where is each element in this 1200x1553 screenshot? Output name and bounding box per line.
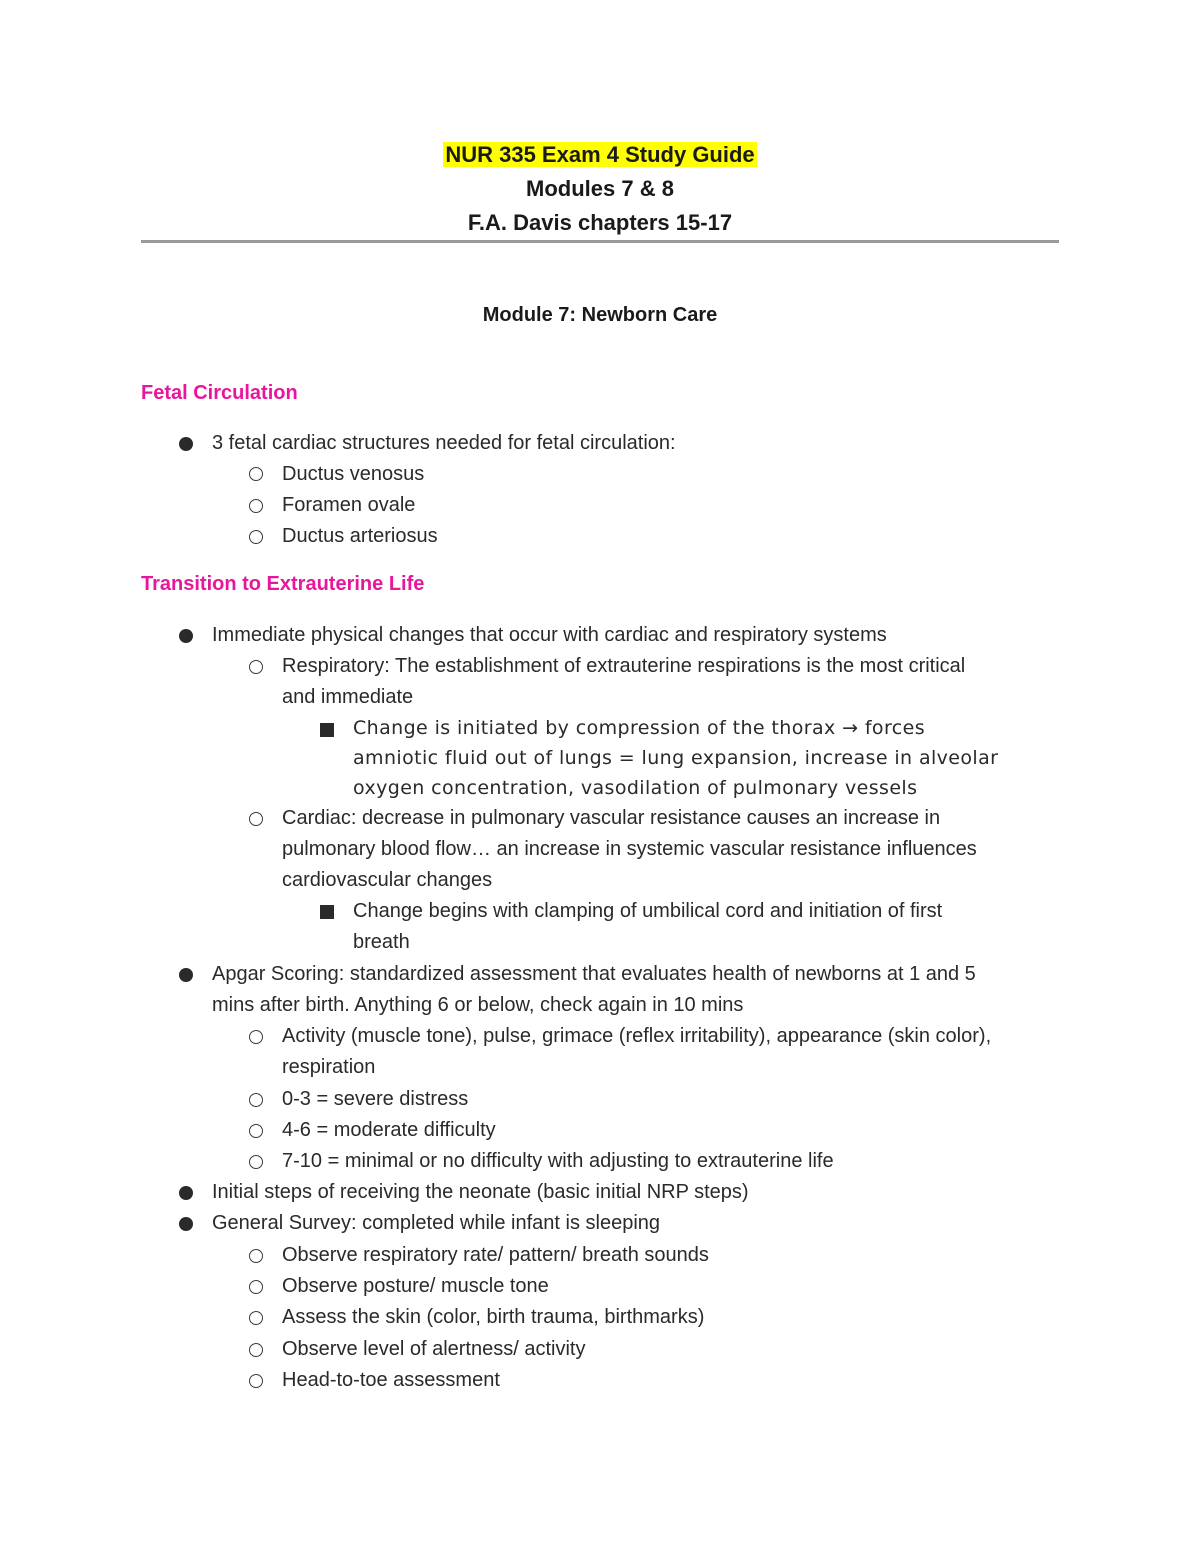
list-item: Head-to-toe assessment bbox=[282, 1369, 500, 1391]
list-item: Respiratory: The establishment of extrauterine respirations is the most critical bbox=[282, 655, 966, 677]
list-item: Assess the skin (color, birth trauma, birthmarks) bbox=[282, 1306, 705, 1328]
bullet-circle-icon bbox=[249, 1311, 263, 1325]
list-item-continuation: respiration bbox=[282, 1056, 376, 1078]
list-item-continuation: pulmonary blood flow… an increase in systemic vascular resistance influences bbox=[282, 838, 977, 860]
list-item: Ductus venosus bbox=[282, 463, 425, 485]
bullet-dot-icon bbox=[179, 968, 193, 982]
list-item: Apgar Scoring: standardized assessment that evaluates health of newborns at 1 and 5 bbox=[212, 963, 976, 985]
list-item-continuation: breath bbox=[353, 931, 410, 953]
section-heading-transition: Transition to Extrauterine Life bbox=[141, 573, 425, 595]
bullet-dot-icon bbox=[179, 1217, 193, 1231]
bullet-circle-icon bbox=[249, 1343, 263, 1357]
header-divider bbox=[141, 240, 1059, 243]
bullet-circle-icon bbox=[249, 1093, 263, 1107]
list-item-continuation: cardiovascular changes bbox=[282, 869, 493, 891]
doc-title: NUR 335 Exam 4 Study Guide bbox=[445, 142, 755, 167]
bullet-circle-icon bbox=[249, 1249, 263, 1263]
list-item: Foramen ovale bbox=[282, 494, 416, 516]
list-item-continuation: amniotic fluid out of lungs = lung expansion, increase in alveolar bbox=[353, 747, 999, 769]
bullet-dot-icon bbox=[179, 629, 193, 643]
module-heading: Module 7: Newborn Care bbox=[482, 304, 718, 326]
bullet-circle-icon bbox=[249, 1124, 263, 1138]
list-item: Change is initiated by compression of the thorax → forces bbox=[353, 717, 925, 739]
bullet-circle-icon bbox=[249, 499, 263, 513]
list-item: Initial steps of receiving the neonate (basic initial NRP steps) bbox=[212, 1181, 749, 1203]
bullet-circle-icon bbox=[249, 1280, 263, 1294]
doc-subtitle-modules: Modules 7 & 8 bbox=[526, 176, 674, 201]
list-item: 3 fetal cardiac structures needed for fetal circulation: bbox=[212, 432, 676, 454]
section-heading-fetal-circulation: Fetal Circulation bbox=[141, 382, 298, 404]
list-item: Ductus arteriosus bbox=[282, 525, 438, 547]
list-item: 7-10 = minimal or no difficulty with adjusting to extrauterine life bbox=[282, 1150, 834, 1172]
bullet-circle-icon bbox=[249, 812, 263, 826]
bullet-dot-icon bbox=[179, 437, 193, 451]
bullet-circle-icon bbox=[249, 1030, 263, 1044]
list-item: Observe respiratory rate/ pattern/ breath sounds bbox=[282, 1244, 709, 1266]
bullet-dot-icon bbox=[179, 1186, 193, 1200]
bullet-circle-icon bbox=[249, 467, 263, 481]
bullet-circle-icon bbox=[249, 660, 263, 674]
bullet-circle-icon bbox=[249, 530, 263, 544]
list-item: 4-6 = moderate difficulty bbox=[282, 1119, 496, 1141]
list-item: 0-3 = severe distress bbox=[282, 1088, 469, 1110]
doc-title-row bbox=[0, 142, 1200, 168]
list-item-continuation: and immediate bbox=[282, 686, 414, 708]
bullet-circle-icon bbox=[249, 1155, 263, 1169]
list-item: Observe level of alertness/ activity bbox=[282, 1338, 586, 1360]
list-item: Change begins with clamping of umbilical cord and initiation of first bbox=[353, 900, 943, 922]
list-item-continuation: oxygen concentration, vasodilation of pulmonary vessels bbox=[353, 777, 918, 799]
bullet-square-icon bbox=[320, 905, 334, 919]
list-item: General Survey: completed while infant is sleeping bbox=[212, 1212, 661, 1234]
doc-subtitle-chapters: F.A. Davis chapters 15-17 bbox=[467, 210, 733, 235]
bullet-circle-icon bbox=[249, 1374, 263, 1388]
list-item: Immediate physical changes that occur with cardiac and respiratory systems bbox=[212, 624, 887, 646]
list-item-continuation: mins after birth. Anything 6 or below, check again in 10 mins bbox=[212, 994, 744, 1016]
bullet-square-icon bbox=[320, 723, 334, 737]
list-item: Activity (muscle tone), pulse, grimace (reflex irritability), appearance (skin color), bbox=[282, 1025, 992, 1047]
list-item: Cardiac: decrease in pulmonary vascular resistance causes an increase in bbox=[282, 807, 941, 829]
list-item: Observe posture/ muscle tone bbox=[282, 1275, 549, 1297]
